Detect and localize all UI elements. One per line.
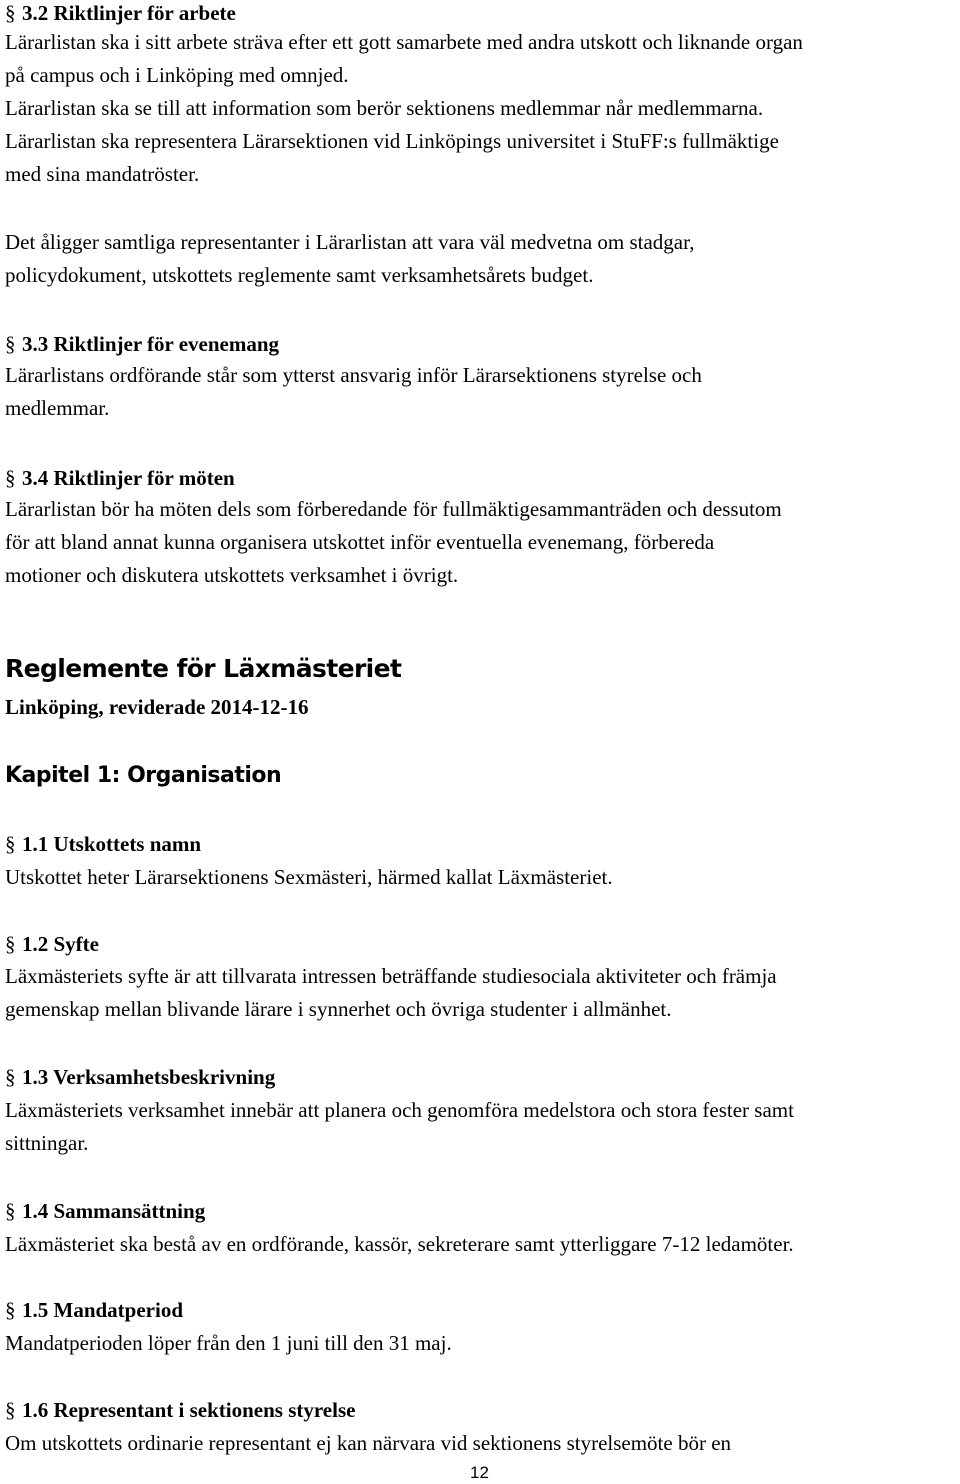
section-3-4-paragraph: [5, 493, 782, 592]
section-mark: §: [5, 1398, 16, 1422]
section-heading-1-2: [5, 931, 99, 957]
page-number: 12: [470, 1463, 489, 1482]
text-line: gemenskap mellan blivande lärare i synnerhet och övriga studenter i allmänhet.: [5, 997, 672, 1021]
text-line: motioner och diskutera utskottets verksamhet i övrigt.: [5, 563, 459, 587]
text-line: Mandatperioden löper från den 1 juni till den 31 maj.: [5, 1331, 452, 1355]
section-heading-3-2: [5, 0, 236, 26]
section-3-3-paragraph: [5, 359, 702, 425]
section-heading-1-1: [5, 831, 201, 857]
section-3-2-paragraph-1: [5, 26, 803, 191]
heading-text: 1.5 Mandatperiod: [22, 1298, 184, 1322]
section-1-6-paragraph: [5, 1427, 731, 1460]
section-heading-1-3: [5, 1064, 275, 1090]
section-mark: §: [5, 932, 16, 956]
text-line: Det åligger samtliga representanter i Lärarlistan att vara väl medvetna om stadgar,: [5, 230, 695, 254]
text-line: sittningar.: [5, 1131, 89, 1155]
section-heading-3-4: [5, 465, 235, 491]
section-1-5-paragraph: [5, 1327, 452, 1360]
section-heading-1-5: [5, 1297, 183, 1323]
text-line: policydokument, utskottets reglemente samt verksamhetsårets budget.: [5, 263, 594, 287]
section-3-2-paragraph-2: [5, 226, 695, 292]
text-line: för att bland annat kunna organisera utskottet inför eventuella evenemang, förbereda: [5, 530, 715, 554]
text-line: Lärarlistans ordförande står som ytterst ansvarig inför Lärarsektionens styrelse och: [5, 363, 702, 387]
section-mark: §: [5, 1, 16, 25]
text-line: på campus och i Linköping med omnjed.: [5, 63, 349, 87]
section-heading-3-3: [5, 331, 279, 357]
text-line: Lärarlistan ska i sitt arbete sträva efter ett gott samarbete med andra utskott och liknande organ: [5, 30, 803, 54]
heading-text: 1.6 Representant i sektionens styrelse: [22, 1398, 356, 1422]
text-line: med sina mandatröster.: [5, 162, 200, 186]
section-heading-1-4: [5, 1198, 205, 1224]
document-subtitle: Linköping, reviderade 2014-12-16: [5, 695, 309, 719]
heading-text: 3.4 Riktlinjer för möten: [22, 466, 235, 490]
section-mark: §: [5, 1199, 16, 1223]
text-line: Lärarlistan bör ha möten dels som förberedande för fullmäktigesammanträden och dessutom: [5, 497, 782, 521]
text-line: Utskottet heter Lärarsektionens Sexmästeri, härmed kallat Läxmästeriet.: [5, 865, 613, 889]
heading-text: 1.1 Utskottets namn: [22, 832, 202, 856]
heading-text: 1.4 Sammansättning: [22, 1199, 206, 1223]
heading-text: 1.3 Verksamhetsbeskrivning: [22, 1065, 276, 1089]
section-mark: §: [5, 466, 16, 490]
heading-text: 3.3 Riktlinjer för evenemang: [22, 332, 280, 356]
text-line: Läxmästeriets verksamhet innebär att planera och genomföra medelstora och stora fester samt: [5, 1098, 794, 1122]
heading-text: 3.2 Riktlinjer för arbete: [22, 1, 236, 25]
text-line: Om utskottets ordinarie representant ej kan närvara vid sektionens styrelsemöte bör en: [5, 1431, 732, 1455]
chapter-heading: Kapitel 1: Organisation: [5, 763, 282, 788]
section-1-1-paragraph: [5, 861, 613, 894]
section-heading-1-6: [5, 1397, 355, 1423]
section-mark: §: [5, 332, 16, 356]
section-1-4-paragraph: [5, 1228, 794, 1261]
section-mark: §: [5, 1065, 16, 1089]
text-line: Lärarlistan ska se till att information som berör sektionens medlemmar når medlemmarna.: [5, 96, 764, 120]
section-1-3-paragraph: [5, 1094, 794, 1160]
text-line: Lärarlistan ska representera Lärarsektionen vid Linköpings universitet i StuFF:s fullmäktige: [5, 129, 779, 153]
section-1-2-paragraph: [5, 960, 777, 1026]
text-line: Läxmästeriets syfte är att tillvarata intressen beträffande studiesociala aktiviteter och främja: [5, 964, 777, 988]
section-mark: §: [5, 1298, 16, 1322]
document-title: Reglemente för Läxmästeriet: [5, 654, 402, 683]
text-line: medlemmar.: [5, 396, 110, 420]
heading-text: 1.2 Syfte: [22, 932, 99, 956]
section-mark: §: [5, 832, 16, 856]
text-line: Läxmästeriet ska bestå av en ordförande, kassör, sekreterare samt ytterliggare 7-12 ledamöter.: [5, 1232, 794, 1256]
